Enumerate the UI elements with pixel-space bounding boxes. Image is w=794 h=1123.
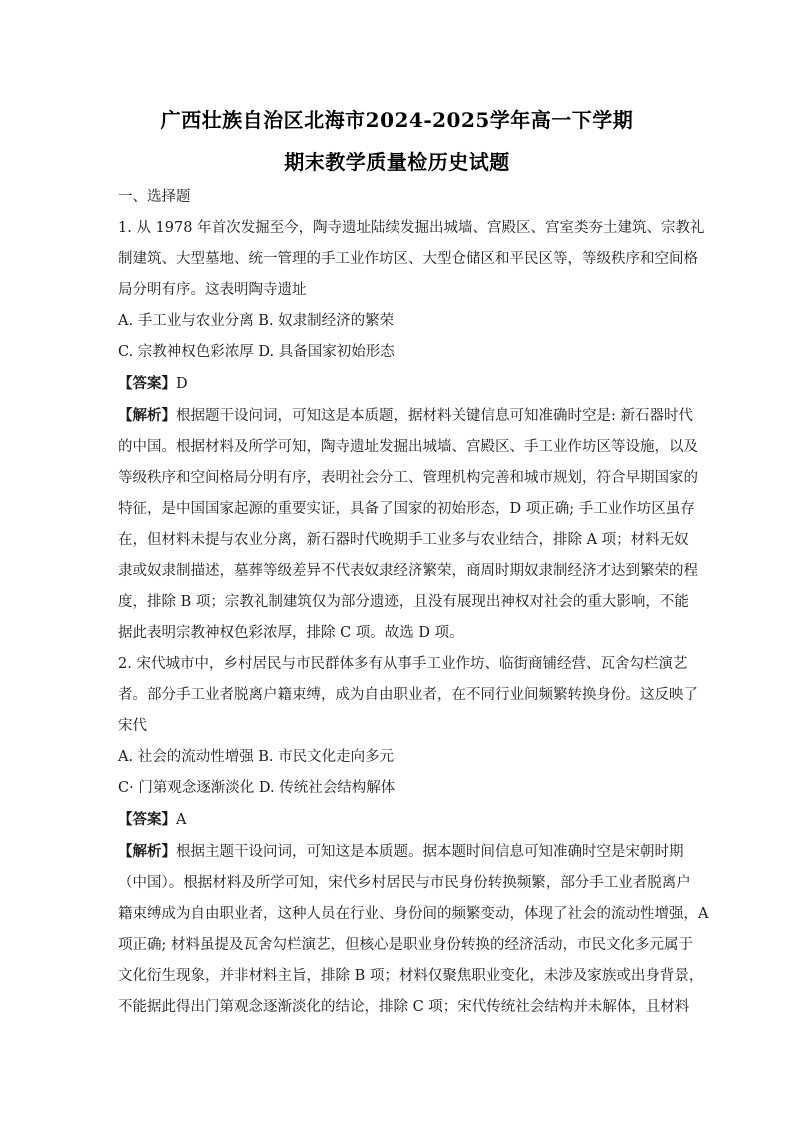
analysis-label: 【解析】 [118, 843, 176, 860]
page-title: 广西壮族自治区北海市2024-2025学年高一下学期 [160, 108, 634, 132]
q1-stem-line: 1. 从 1978 年首次发掘至今，陶寺遗址陆续发掘出城墙、宫殿区、宫室类夯土建筑、宗教礼 [118, 220, 705, 236]
q2-analysis-line: 文化衍生现象，并非材料主旨，排除 B 项；材料仅聚焦职业变化，未涉及家族或出身背景， [118, 968, 704, 984]
answer-value: A [176, 812, 187, 828]
q2-stem-line: 2. 宋代城市中，乡村居民与市民群体多有从事手工业作坊、临街商铺经营、瓦舍勾栏演艺 [118, 656, 688, 672]
q1-analysis-line: 特征，是中国国家起源的重要实证，具备了国家的初始形态，D 项正确; 手工业作坊区虽存 [118, 501, 695, 517]
q2-stem-line: 宋代 [118, 718, 147, 734]
q1-options-line: A. 手工业与农业分离 B. 奴隶制经济的繁荣 [118, 313, 395, 329]
analysis-text: 根据主题干设问词，可知这是本质题。据本题时间信息可知准确时空是宋朝时期 [176, 844, 684, 860]
q2-answer [118, 804, 676, 836]
q1-analysis-line: 隶或奴隶制描述，墓葬等级差异不代表奴隶经济繁荣，商周时期奴隶制经济才达到繁荣的程 [118, 563, 698, 579]
answer-label: 【答案】 [118, 811, 176, 828]
q2-options-line: A. 社会的流动性增强 B. 市民文化走向多元 [118, 749, 395, 765]
q2-analysis-line: 不能据此得出门第观念逐渐淡化的结论，排除 C 项；宋代传统社会结构并未解体，且材料 [118, 999, 690, 1015]
q1-analysis-line [118, 400, 693, 432]
analysis-label: 【解析】 [118, 407, 176, 424]
q2-analysis-line [118, 836, 684, 868]
document-body [118, 182, 709, 1023]
q1-analysis-line: 的中国。根据材料及所学可知，陶寺遗址发掘出城墙、宫殿区、手工业作坊区等设施，以及 [118, 439, 698, 455]
q2-analysis-line: （中国）。根据材料及所学可知，宋代乡村居民与市民身份转换频繁，部分手工业者脱离户 [118, 875, 691, 891]
analysis-text: 根据题干设问词，可知这是本质题，据材料关键信息可知准确时空是: 新石器时代 [176, 408, 693, 424]
q2-stem-line: 者。部分手工业者脱离户籍束缚，成为自由职业者，在不同行业间频繁转换身份。这反映了 [118, 687, 698, 703]
q1-answer [118, 368, 676, 400]
q2-analysis-line: 项正确; 材料虽提及瓦舍勾栏演艺，但核心是职业身份转换的经济活动，市民文化多元属于 [118, 937, 693, 953]
q1-analysis-line: 据此表明宗教神权色彩浓厚，排除 C 项。故选 D 项。 [118, 625, 464, 641]
page-subtitle: 期末教学质量检历史试题 [284, 150, 510, 174]
q2-analysis-line: 籍束缚成为自由职业者，这种人员在行业、身份间的频繁变动，体现了社会的流动性增强，A [118, 906, 709, 922]
q1-options-line: C. 宗教神权色彩浓厚 D. 具备国家初始形态 [118, 344, 395, 360]
answer-label: 【答案】 [118, 375, 176, 392]
q1-stem-line: 局分明有序。这表明陶寺遗址 [118, 282, 307, 298]
section-heading: 一、选择题 [118, 189, 191, 205]
q2-options-line: C· 门第观念逐渐淡化 D. 传统社会结构解体 [118, 780, 396, 796]
q1-analysis-line: 等级秩序和空间格局分明有序，表明社会分工、管理机构完善和城市规划，符合早期国家的 [118, 470, 698, 486]
answer-value: D [176, 376, 188, 392]
q1-stem-line: 制建筑、大型墓地、统一管理的手工业作坊区、大型仓储区和平民区等，等级秩序和空间格 [118, 251, 698, 267]
q1-analysis-line: 度，排除 B 项；宗教礼制建筑仅为部分遗迹，且没有展现出神权对社会的重大影响，不能 [118, 594, 689, 610]
q1-analysis-line: 在，但材料未提与农业分离，新石器时代晚期手工业多与农业结合，排除 A 项；材料无奴 [118, 532, 689, 548]
